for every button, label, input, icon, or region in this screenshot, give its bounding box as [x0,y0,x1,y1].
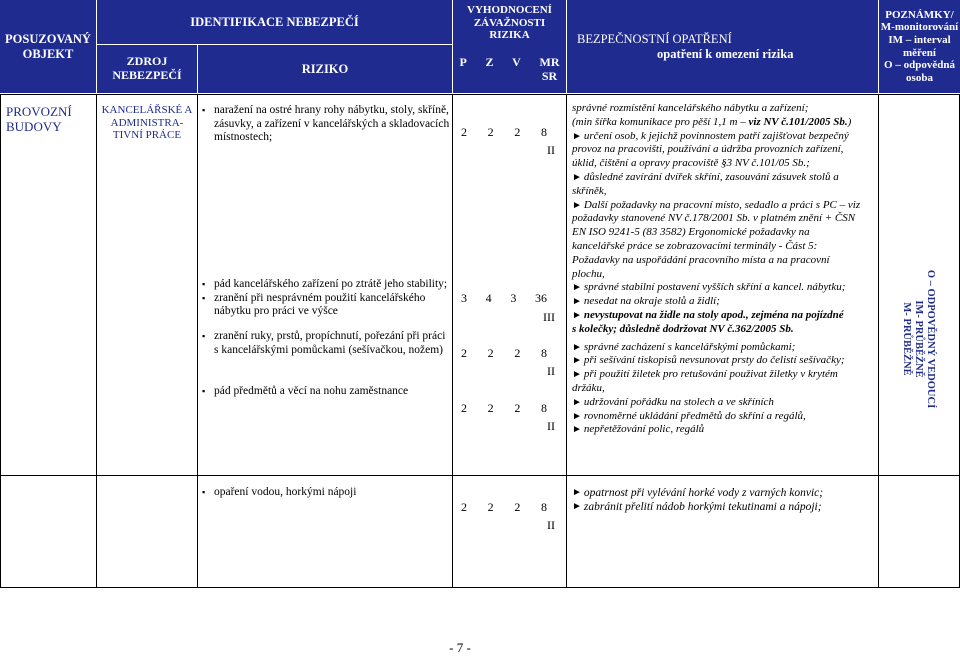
arrow-right-icon: ► [572,341,582,353]
hazard-text: zranění ruky, prstů, propíchnutí, pořezání při práci s kancelářskými pomůckami (sešívačkou, nožem) [214,330,446,356]
poznamky-line: měření [903,46,936,59]
measures-block-2 [572,486,877,514]
measure-text: Požadavky na uspořádání pracovního místa a na pracovní [572,253,830,266]
score-6 [461,500,561,533]
measure-text: určení osob, k jejichž povinnostem patří zajišťovat bezpečný [583,129,849,142]
score-v: 2 [514,401,521,415]
poznamky-line: POZNÁMKY/ [885,8,954,21]
bullet-icon: ▪ [202,386,206,396]
measure-text: nevystupovat na židle na stoly apod., zejména na pojízdné [583,308,844,321]
measure-text: úklid, čištění a opravy pracoviště §3 NV č.101/05 Sb.; [572,157,810,170]
header-zdroj-text: ZDROJ NEBEZPEČÍ [112,54,182,82]
score-class: II [547,419,555,433]
header-identifikace-text: IDENTIFIKACE NEBEZPEČÍ [190,14,359,29]
score-class: II [547,143,555,157]
hazard-text: zranění při nesprávném použití kancelářského nábytku pro práci ve výšce [214,291,426,317]
score-p: 2 [461,125,467,139]
header-bezpecnostni [567,0,878,93]
measure-text: s kolečky; důsledně dodržovat NV č.362/2005 Sb. [572,322,794,335]
arrow-right-icon: ► [572,199,582,211]
col-divider [566,94,567,588]
measure-text: při sešívání tiskopisů nevsunovat prsty do čelistí sešívačky; [583,354,845,367]
score-z: 2 [487,346,494,360]
header-riziko [198,45,452,93]
col-divider [96,94,97,588]
arrow-right-icon: ► [572,171,582,183]
note-line: IM- PRŮBĚŽNĚ [913,300,924,378]
row-divider [0,475,960,476]
header-mr: MR SR [539,54,560,83]
arrow-right-icon: ► [572,282,582,294]
objekt-label: PROVOZNÍ BUDOVY [6,104,72,134]
header-vyhodnoceni [453,0,566,93]
score-mr: 8 [540,125,547,139]
hazard-text: pád předmětů a věcí na nohu zaměstnance [214,385,409,397]
measure-text: kancelářské práce se zobrazovacími terminály - Část 5: [572,239,818,252]
measure-text: viz NV č.101/2005 Sb. [748,115,848,128]
measure-text: plochu, [572,267,605,280]
score-4 [461,346,561,379]
measure-text: Další požadavky na pracovní místo, sedadlo a práci s PC – viz [583,198,861,211]
hazard-text: opaření vodou, horkými nápoji [214,486,357,498]
score-mr: 8 [540,346,547,360]
score-class: II [547,518,555,532]
hazard-text: naražení na ostré hrany rohy nábytku, stoly, skříně, zásuvky, a zařízení v kancelářských a skladovacích místnostech; [214,104,450,143]
header-z: Z [485,54,494,69]
score-p: 2 [461,346,467,360]
hazard-4 [202,330,450,357]
col-divider [197,94,198,588]
bullet-icon: ▪ [202,331,206,341]
header-riziko-text: RIZIKO [301,61,349,76]
measure-text: důsledné zavírání dvířek skříní, zasouvání zásuvek stolů a [583,170,839,183]
col-divider [452,94,453,588]
measures-block: správné rozmístění kancelářského nábytku a zařízení; (min šířka komunikace pro pěší 1,1 m – viz NV č.101/2005 Sb.) ► určení osob, k jejichž povinnostem patří zajišťovat bezpečný provoz na pracovišti, používání a údržba provozních zařízení, úklid, čištění a opravy pracoviště §3 NV č.101/05 Sb.; ► důsledné zavírání dvířek skříní, zasouvání zásuvek stolů a skříněk, ► Další požadavky na pracovní místo, sedadlo a práci s PC – viz požadavky stanovené NV č.178/2001 Sb. v platném znění + ČSN EN ISO 9241-5 (83 3582) Ergonomické požadavky na kancelářské práce se zobrazovacími terminály - Část 5: Požadavky na uspořádání pracovního místa a na pracovní plochu, ► správné stabilní postavení vyšších skříní a kancel. nábytku; ► nesedat na okraje stolů a židlí; ► nevystupovat na židle na stoly apod., zejména na pojízdné s kolečky; důsledně dodržovat NV č.362/2005 Sb. ► správné zacházení s kancelářskými pomůckami; ► při sešívání tiskopisů nevsunovat prsty do čelistí sešívačky; ► při použití žiletek pro retušování použivat žiletky v krytém držáku, ► udržování pořádku na stolech a ve skříních ► rovnoměrné ukládání předmětů do skříní a regálů, ► nepřetěžování polic, regálů [572,102,861,436]
hazard-5 [202,385,450,399]
score-3 [461,291,559,325]
measure-text: EN ISO 9241-5 (83 3582) Ergonomické požadavky na [572,226,810,239]
arrow-right-icon: ► [572,396,582,408]
header-p: P [459,54,467,69]
score-5 [461,401,561,434]
arrow-right-icon: ► [572,410,582,422]
arrow-right-icon: ► [572,296,582,308]
header-posuzovany-text: POSUZOVANÝ OBJEKT [5,32,91,61]
score-z: 2 [487,500,494,514]
score-class: II [547,364,555,378]
score-mr: 8 [540,500,547,514]
header-bezpecnostni-text: BEZPEČNOSTNÍ OPATŘENÍ [577,32,732,47]
score-p: 2 [461,401,467,415]
hazard-2 [202,278,450,319]
hazard-6 [202,486,450,500]
page-number: - 7 - [449,640,471,655]
col-divider [878,94,879,588]
score-v: 2 [514,125,521,139]
bullet-icon: ▪ [202,487,206,497]
hazard-1 [202,104,450,145]
measure-text: při použití žiletek pro retušování použivat žiletky v krytém [583,368,838,381]
score-z: 2 [487,401,494,415]
measure-text: rovnoměrné ukládání předmětů do skříní a regálů, [583,409,806,422]
bullet-icon: ▪ [202,292,206,303]
note-line: O – ODPOVĚDNÝ VEDOUCÍ [925,269,936,409]
poznamky-line: osoba [906,71,933,84]
score-z: 2 [487,125,494,139]
measure-text: správné rozmístění kancelářského nábytku a zařízení; [572,102,809,114]
score-1 [461,125,561,158]
arrow-right-icon: ► [572,130,582,142]
header-opatreni-text: opatření k omezení rizika [657,46,794,61]
header-v: V [512,54,521,69]
arrow-right-icon: ► [572,487,582,498]
bullet-icon: ▪ [202,105,206,115]
score-v: 2 [514,346,521,360]
arrow-right-icon: ► [572,309,582,321]
measure-text: zabránit přelití nádob horkými tekutinami a nápoji; [583,501,822,513]
measure-text: držáku, [572,381,605,394]
measure-text: požadavky stanovené NV č.178/2001 Sb. v platném znění + ČSN [572,212,856,225]
score-v: 2 [514,500,521,514]
measure-text: udržování pořádku na stolech a ve skříních [583,395,774,408]
score-p: 2 [461,500,467,514]
header-identifikace [97,0,452,44]
measure-text: nepřetěžování polic, regálů [583,423,705,436]
measure-text: správné zacházení s kancelářskými pomůckami; [583,340,796,353]
measure-text: opatrnost při vylévání horké vody z varných konvic; [583,487,824,499]
score-v: 3 [510,291,517,305]
bullet-icon: ▪ [202,279,206,289]
arrow-right-icon: ► [572,369,582,381]
measure-text: (min šířka komunikace pro pěší 1,1 m – [572,115,749,128]
score-p: 3 [461,291,467,305]
zdroj-label: KANCELÁŘSKÉ A ADMINISTRA-TIVNÍ PRÁCE [101,104,193,141]
notes-vertical [896,249,936,429]
poznamky-line: O – odpovědná [884,59,955,72]
poznamky-line: IM – interval [888,33,951,46]
hazard-text: pád kancelářského zařízení po ztrátě jeho stability; [214,278,448,290]
score-mr: 8 [540,401,547,415]
poznamky-line: M-monitorování [880,21,959,34]
header-poznamky [879,0,960,93]
note-line: M- PRŮBĚŽNĚ [901,302,912,376]
arrow-right-icon: ► [572,355,582,367]
header-zdroj [97,45,197,93]
arrow-right-icon: ► [572,424,582,436]
score-class: III [543,310,555,324]
measure-text: nesedat na okraje stolů a židlí; [583,295,720,308]
score-mr: 36 [534,291,547,305]
measure-text: provoz na pracovišti, používání a údržba provozních zařízení, [572,143,844,156]
arrow-right-icon: ► [572,501,582,512]
measure-text: správné stabilní postavení vyšších skříní a kancel. nábytku; [583,281,846,294]
measure-text: skříněk, [572,184,607,197]
header-posuzovany [0,0,96,93]
header-vyhodnoceni-text: VYHODNOCENÍ ZÁVAŽNOSTI RIZIKA [467,4,552,42]
score-z: 4 [485,291,492,305]
